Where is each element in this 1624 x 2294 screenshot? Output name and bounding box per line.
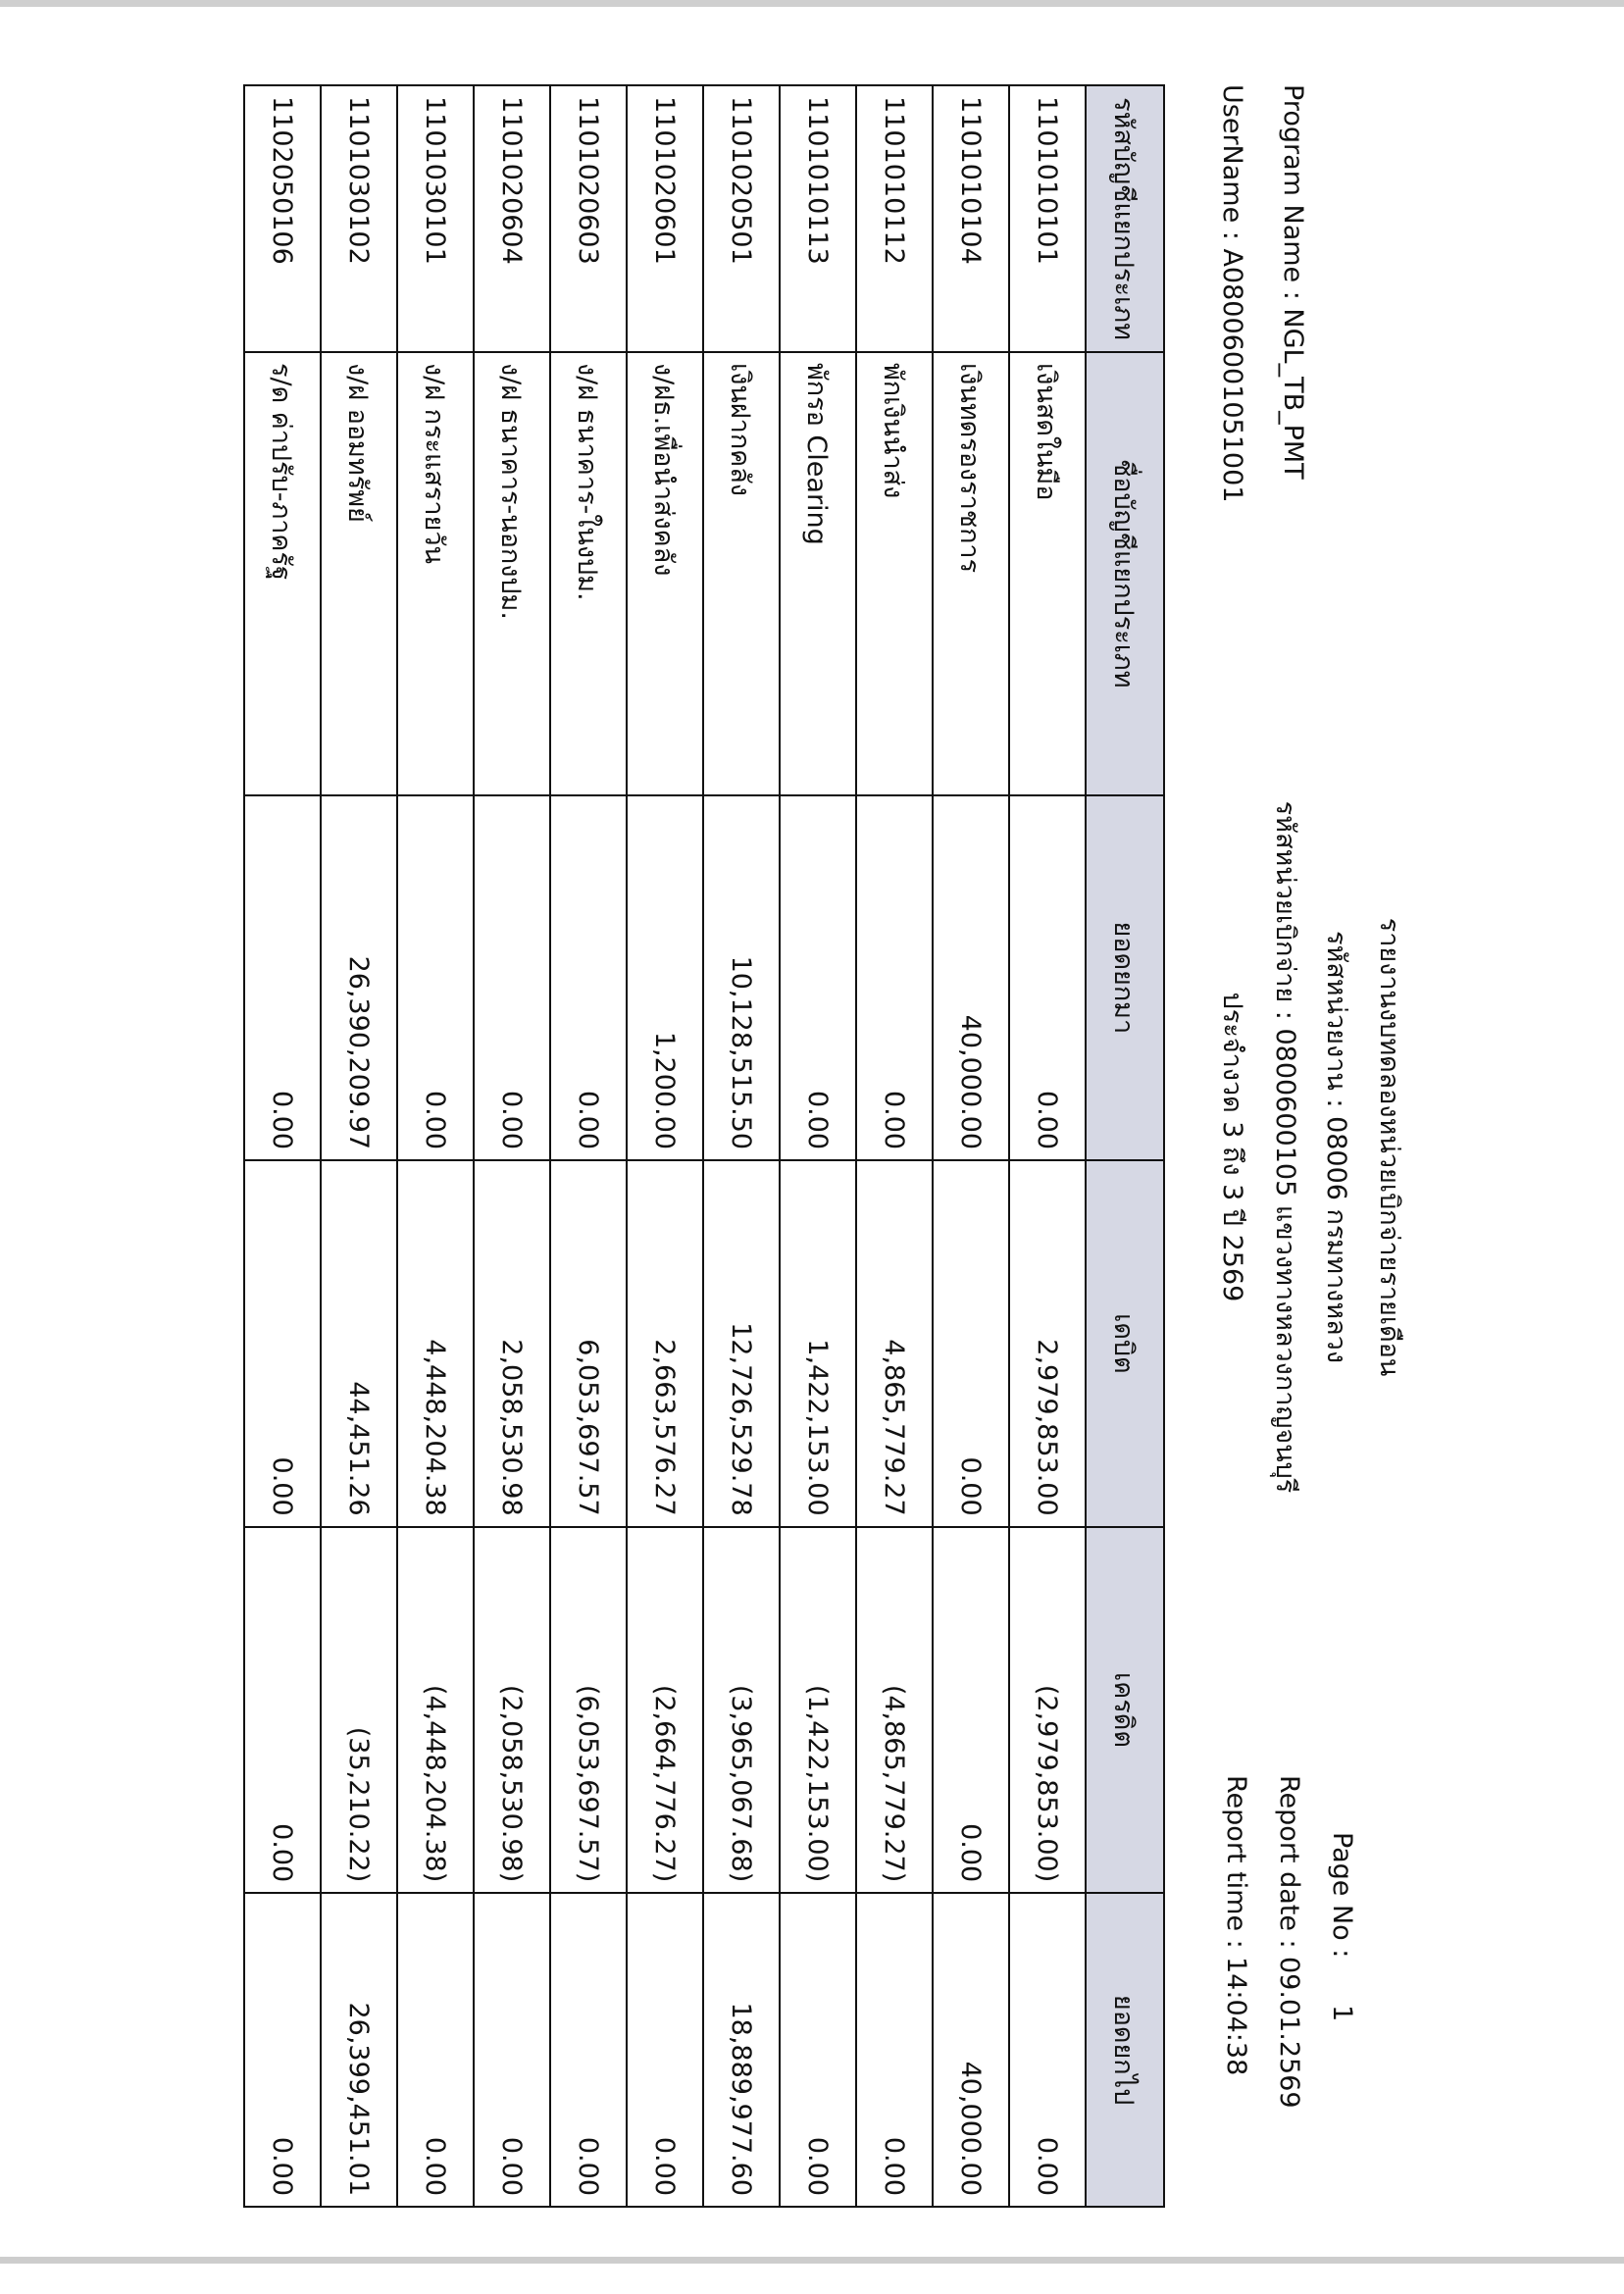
username: UserName : A0800600105100​1 <box>1217 84 1247 503</box>
account-name: ง/ฝ ธนาคาร-นอกงปม. <box>474 352 550 795</box>
debit: 4,448,204.38 <box>397 1160 474 1527</box>
credit: (4,448,204.38) <box>397 1527 474 1894</box>
closing-balance: 18,889,977.60 <box>703 1893 780 2207</box>
disbursing-unit-line: รหัสหน่วยเบิกจ่าย : 0800600105 แขวงทางหลวงกาญจนบุรี <box>1270 800 1300 1494</box>
debit: 2,663,576.27 <box>627 1160 703 1527</box>
header-account-code: รหัสบัญชีแยกประเภท <box>1086 85 1164 352</box>
header-closing-balance: ยอดยกไป <box>1086 1893 1164 2207</box>
program-name: Program Name : NGL_TB_PMT <box>1278 84 1308 480</box>
account-name: เงินสดในมือ <box>1009 352 1086 795</box>
opening-balance: 0.00 <box>397 795 474 1161</box>
table-row <box>627 85 703 2207</box>
period-line: ประจำงวด 3 ถึง 3 ปี 2569 <box>1217 992 1247 1302</box>
account-code: 1102050106 <box>244 85 321 352</box>
table-row <box>703 85 780 2207</box>
opening-balance: 1,200.00 <box>627 795 703 1161</box>
trial-balance-table <box>243 84 1165 2208</box>
account-code: 1101020603 <box>550 85 627 352</box>
credit: (35,210.22) <box>321 1527 397 1894</box>
account-code: 1101010112 <box>856 85 933 352</box>
credit: (6,053,697.57) <box>550 1527 627 1894</box>
table-row <box>474 85 550 2207</box>
credit: 0.00 <box>244 1527 321 1894</box>
report-time-value: 14:04:38 <box>1221 1957 1251 2076</box>
closing-balance: 0.00 <box>474 1893 550 2207</box>
table-row <box>550 85 627 2207</box>
debit: 12,726,529.78 <box>703 1160 780 1527</box>
opening-balance: 0.00 <box>474 795 550 1161</box>
report-time-label: Report time : <box>1221 1775 1251 1949</box>
account-code: 1101010101 <box>1009 85 1086 352</box>
debit: 2,058,530.98 <box>474 1160 550 1527</box>
opening-balance: 26,390,209.97 <box>321 795 397 1161</box>
credit: (2,664,776.27) <box>627 1527 703 1894</box>
account-name: ร/ด ค่าปรับ-ภาครัฐ <box>244 352 321 795</box>
closing-balance: 0.00 <box>244 1893 321 2207</box>
account-code: 1101010113 <box>780 85 856 352</box>
opening-balance: 10,128,515.50 <box>703 795 780 1161</box>
debit: 0.00 <box>933 1160 1009 1527</box>
account-code: 1101010104 <box>933 85 1009 352</box>
credit: (2,979,853.00) <box>1009 1527 1086 1894</box>
table-row <box>856 85 933 2207</box>
opening-balance: 40,000.00 <box>933 795 1009 1161</box>
report-title: รายงานงบทดลองหน่วยเบิกจ่ายรายเดือน <box>1374 917 1404 1377</box>
account-name: ง/ฝธ.เพื่อนำส่งคลัง <box>627 352 703 795</box>
debit: 4,865,779.27 <box>856 1160 933 1527</box>
credit: (2,058,530.98) <box>474 1527 550 1894</box>
account-name: เงินทดรองราชการ <box>933 352 1009 795</box>
table-row <box>1009 85 1086 2207</box>
closing-balance: 0.00 <box>397 1893 474 2207</box>
closing-balance: 0.00 <box>856 1893 933 2207</box>
account-name: พักเงินนำส่ง <box>856 352 933 795</box>
account-name: เงินฝากคลัง <box>703 352 780 795</box>
account-code: 1101030102 <box>321 85 397 352</box>
table-row <box>397 85 474 2207</box>
debit: 44,451.26 <box>321 1160 397 1527</box>
table-row <box>321 85 397 2207</box>
account-code: 1101020604 <box>474 85 550 352</box>
table-header-row <box>1086 85 1164 2207</box>
opening-balance: 0.00 <box>856 795 933 1161</box>
account-name: พักรอ Clearing <box>780 352 856 795</box>
header-account-name: ชื่อบัญชีแยกประเภท <box>1086 352 1164 795</box>
page-no-value: 1 <box>1327 2005 1357 2022</box>
credit: (1,422,153.00) <box>780 1527 856 1894</box>
table-row <box>780 85 856 2207</box>
account-name: ง/ฝ ออมทรัพย์ <box>321 352 397 795</box>
debit: 0.00 <box>244 1160 321 1527</box>
closing-balance: 26,399,451.01 <box>321 1893 397 2207</box>
report-date-value: 09.01.2569 <box>1274 1957 1304 2109</box>
credit: (4,865,779.27) <box>856 1527 933 1894</box>
credit: 0.00 <box>933 1527 1009 1894</box>
report-date-label: Report date : <box>1274 1775 1304 1949</box>
closing-balance: 0.00 <box>780 1893 856 2207</box>
account-code: 1101020501 <box>703 85 780 352</box>
account-name: ง/ฝ ธนาคาร-ในงปม. <box>550 352 627 795</box>
header-debit: เดบิต <box>1086 1160 1164 1527</box>
account-code: 1101020601 <box>627 85 703 352</box>
opening-balance: 0.00 <box>780 795 856 1161</box>
opening-balance: 0.00 <box>1009 795 1086 1161</box>
header-credit: เครดิต <box>1086 1527 1164 1894</box>
closing-balance: 0.00 <box>1009 1893 1086 2207</box>
credit: (3,965,067.68) <box>703 1527 780 1894</box>
agency-line: รหัสหน่วยงาน : 08006 กรมทางหลวง <box>1321 930 1351 1364</box>
closing-balance: 40,000.00 <box>933 1893 1009 2207</box>
page-no-label: Page No : <box>1327 1832 1357 1959</box>
table-row <box>933 85 1009 2207</box>
debit: 2,979,853.00 <box>1009 1160 1086 1527</box>
opening-balance: 0.00 <box>550 795 627 1161</box>
debit: 1,422,153.00 <box>780 1160 856 1527</box>
closing-balance: 0.00 <box>627 1893 703 2207</box>
account-name: ง/ฝ กระแสรายวัน <box>397 352 474 795</box>
opening-balance: 0.00 <box>244 795 321 1161</box>
closing-balance: 0.00 <box>550 1893 627 2207</box>
account-code: 1101030101 <box>397 85 474 352</box>
debit: 6,053,697.57 <box>550 1160 627 1527</box>
header-opening-balance: ยอดยกมา <box>1086 795 1164 1161</box>
table-row <box>244 85 321 2207</box>
